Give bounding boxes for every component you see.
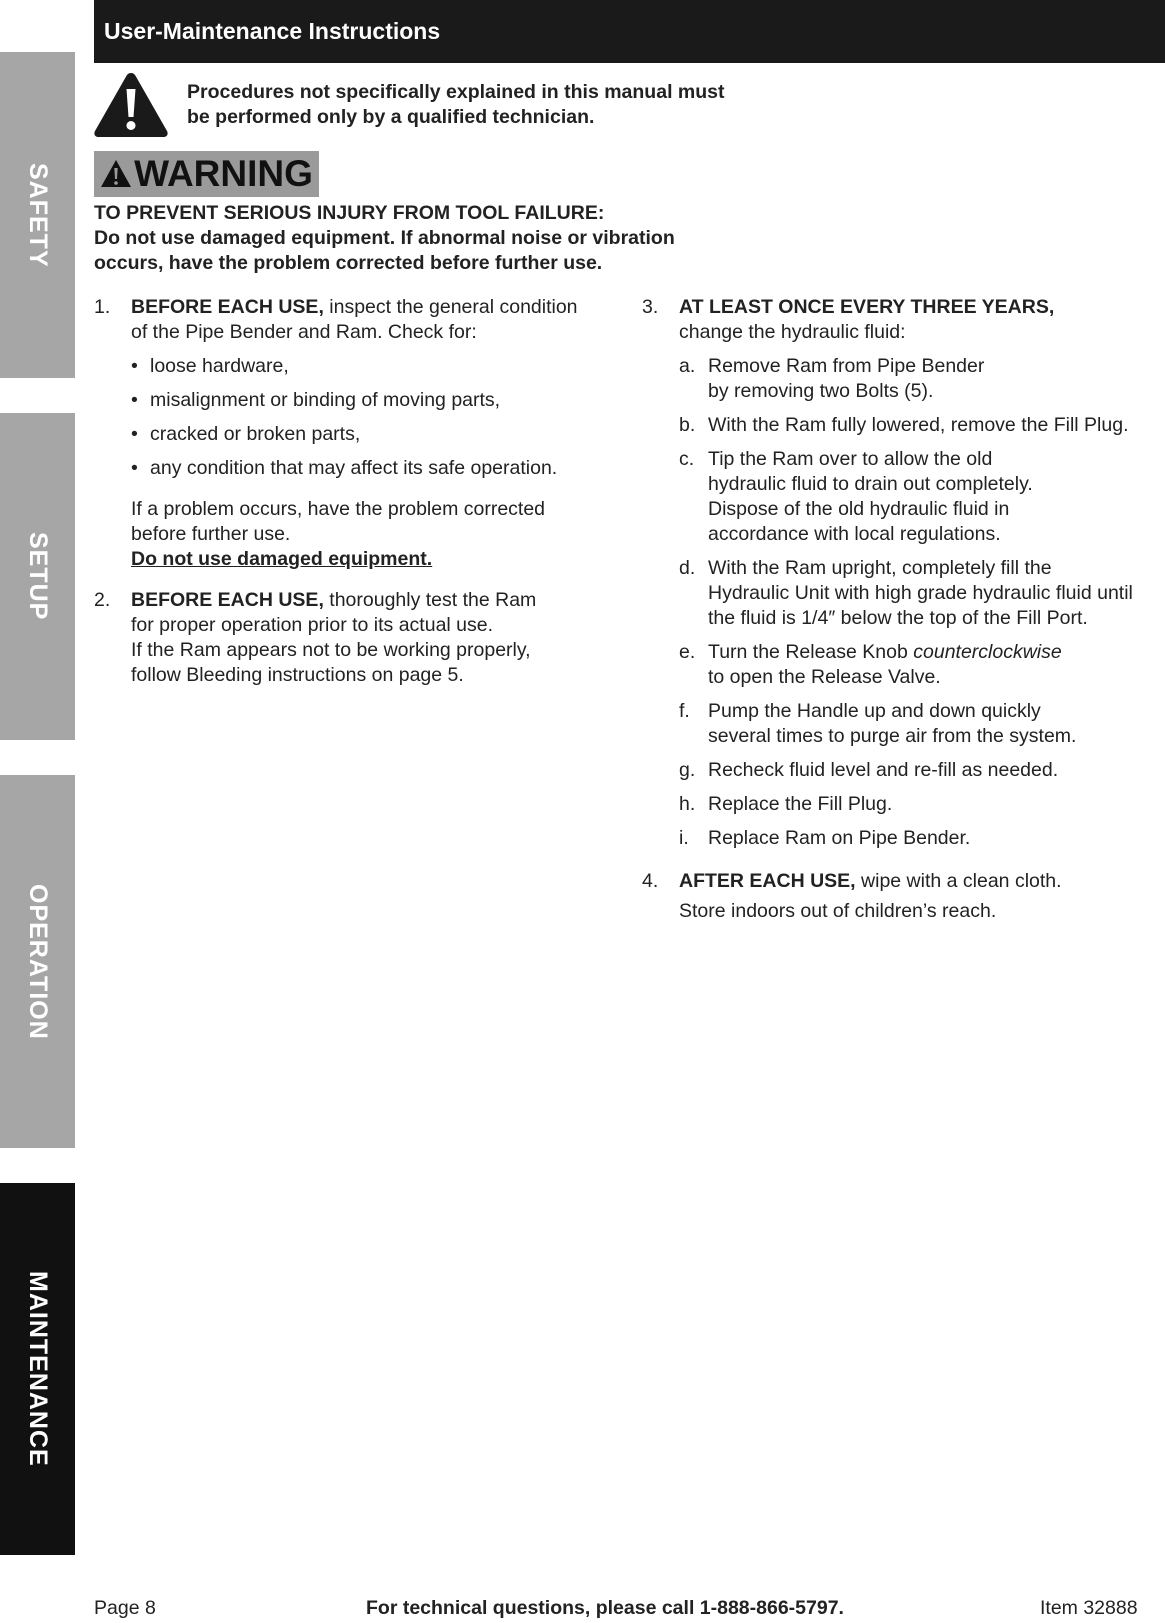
caution-line: Procedures not specifically explained in this manual must bbox=[187, 81, 725, 103]
tab-safety-label: SAFETY bbox=[24, 162, 52, 268]
warning-line: occurs, have the problem corrected before further use. bbox=[94, 252, 603, 274]
left-column bbox=[94, 295, 634, 688]
sub-step-text: Replace the Fill Plug. bbox=[708, 793, 893, 815]
sub-step-e bbox=[679, 640, 1165, 690]
sub-step-letter: c. bbox=[679, 448, 695, 470]
step-text: Store indoors out of children’s reach. bbox=[679, 900, 997, 922]
sub-step-i bbox=[679, 826, 1165, 851]
sub-step-h bbox=[679, 792, 1165, 817]
sub-step-a bbox=[679, 354, 1165, 404]
step-text: for proper operation prior to its actual use. bbox=[131, 614, 494, 636]
sub-step-d bbox=[679, 556, 1165, 631]
sub-step-text: to open the Release Valve. bbox=[708, 666, 941, 688]
tab-setup bbox=[0, 413, 75, 740]
list-item: • any condition that may affect its safe operation. bbox=[131, 457, 558, 479]
sub-step-c bbox=[679, 447, 1165, 547]
step-4 bbox=[642, 869, 1165, 924]
warning-line: Do not use damaged equipment. If abnormal noise or vibration bbox=[94, 227, 675, 249]
page-title: User-Maintenance Instructions bbox=[104, 18, 441, 44]
step-lead: BEFORE EACH USE, bbox=[131, 589, 324, 611]
sub-step-letter: d. bbox=[679, 557, 696, 579]
step-text: follow Bleeding instructions on page 5. bbox=[131, 664, 464, 686]
sub-step-text: accordance with local regulations. bbox=[708, 523, 1001, 545]
sub-step-b bbox=[679, 413, 1165, 438]
tab-maintenance-label: MAINTENANCE bbox=[24, 1271, 52, 1467]
sub-step-text: Turn the Release Knob bbox=[708, 641, 914, 663]
sub-step-text: by removing two Bolts (5). bbox=[708, 380, 934, 402]
footer-support-phone: For technical questions, please call 1-888-866-5797. bbox=[366, 1597, 844, 1619]
right-column bbox=[642, 295, 1165, 924]
sub-step-text: Replace Ram on Pipe Bender. bbox=[708, 827, 971, 849]
tab-safety bbox=[0, 52, 75, 378]
bullet-text: loose hardware, bbox=[150, 355, 289, 377]
sub-step-letter: i. bbox=[679, 827, 689, 849]
list-item: • loose hardware, bbox=[131, 355, 289, 377]
exclamation-triangle-icon bbox=[93, 71, 169, 138]
sub-step-letter: b. bbox=[679, 414, 696, 436]
step-text: If a problem occurs, have the problem corrected bbox=[131, 498, 546, 520]
step-number: 1. bbox=[94, 296, 111, 318]
step-3 bbox=[642, 295, 1165, 851]
sub-step-text: hydraulic fluid to drain out completely. bbox=[708, 473, 1033, 495]
tab-operation-label: OPERATION bbox=[24, 883, 52, 1040]
step-text: of the Pipe Bender and Ram. Check for: bbox=[131, 321, 477, 343]
warning-label: WARNING bbox=[134, 153, 313, 194]
sub-step-letter: e. bbox=[679, 641, 696, 663]
sub-step-text: With the Ram fully lowered, remove the Fill Plug. bbox=[708, 414, 1129, 436]
sub-step-letter: h. bbox=[679, 793, 696, 815]
sub-step-letter: a. bbox=[679, 355, 696, 377]
warning-badge bbox=[94, 151, 319, 197]
step-number: 3. bbox=[642, 296, 659, 318]
section-header bbox=[94, 0, 1165, 63]
sub-step-text: Hydraulic Unit with high grade hydraulic fluid until bbox=[708, 582, 1133, 604]
step-text: thoroughly test the Ram bbox=[323, 589, 537, 611]
sub-step-text: the fluid is 1/4″ below the top of the Fill Port. bbox=[708, 607, 1088, 629]
bullet-text: cracked or broken parts, bbox=[150, 423, 361, 445]
step-text: wipe with a clean cloth. bbox=[855, 870, 1062, 892]
list-item: • cracked or broken parts, bbox=[131, 423, 361, 445]
list-item: • misalignment or binding of moving parts, bbox=[131, 389, 501, 411]
tab-setup-label: SETUP bbox=[24, 532, 52, 621]
step-lead: AT LEAST ONCE EVERY THREE YEARS, bbox=[679, 296, 1055, 318]
sub-step-text: Pump the Handle up and down quickly bbox=[708, 700, 1041, 722]
step-number: 4. bbox=[642, 870, 659, 892]
sub-step-f bbox=[679, 699, 1165, 749]
step-text: If the Ram appears not to be working properly, bbox=[131, 639, 531, 661]
sub-step-text: Remove Ram from Pipe Bender bbox=[708, 355, 985, 377]
bullet-text: misalignment or binding of moving parts, bbox=[150, 389, 501, 411]
warning-triangle-icon bbox=[100, 159, 132, 189]
sub-step-text: Tip the Ram over to allow the old bbox=[708, 448, 993, 470]
step-text: before further use. bbox=[131, 523, 291, 545]
step-lead: AFTER EACH USE, bbox=[679, 870, 856, 892]
warning-line: TO PREVENT SERIOUS INJURY FROM TOOL FAILURE: bbox=[94, 202, 605, 224]
sub-step-italic: counterclockwise bbox=[913, 641, 1062, 663]
caution-line: be performed only by a qualified technician. bbox=[187, 106, 595, 128]
bullet-text: any condition that may affect its safe operation. bbox=[150, 457, 558, 479]
footer-item-number: Item 32888 bbox=[1040, 1597, 1138, 1619]
step-1 bbox=[94, 295, 634, 572]
caution-note bbox=[187, 80, 787, 130]
step-2 bbox=[94, 588, 634, 688]
step-emphasis: Do not use damaged equipment. bbox=[131, 548, 433, 570]
step-text: change the hydraulic fluid: bbox=[679, 321, 906, 343]
sub-step-letter: g. bbox=[679, 759, 696, 781]
sub-step-text: Recheck fluid level and re-fill as needed. bbox=[708, 759, 1059, 781]
tab-maintenance bbox=[0, 1183, 75, 1555]
tab-operation bbox=[0, 775, 75, 1148]
sub-step-text: several times to purge air from the system. bbox=[708, 725, 1077, 747]
sub-step-text: With the Ram upright, completely fill the bbox=[708, 557, 1052, 579]
step-lead: BEFORE EACH USE, bbox=[131, 296, 324, 318]
warning-message bbox=[94, 201, 794, 276]
footer-page-number: Page 8 bbox=[94, 1597, 156, 1619]
step-number: 2. bbox=[94, 589, 111, 611]
sub-step-letter: f. bbox=[679, 700, 690, 722]
sub-step-text: Dispose of the old hydraulic fluid in bbox=[708, 498, 1010, 520]
step-text: inspect the general condition bbox=[323, 296, 578, 318]
sub-step-g bbox=[679, 758, 1165, 783]
